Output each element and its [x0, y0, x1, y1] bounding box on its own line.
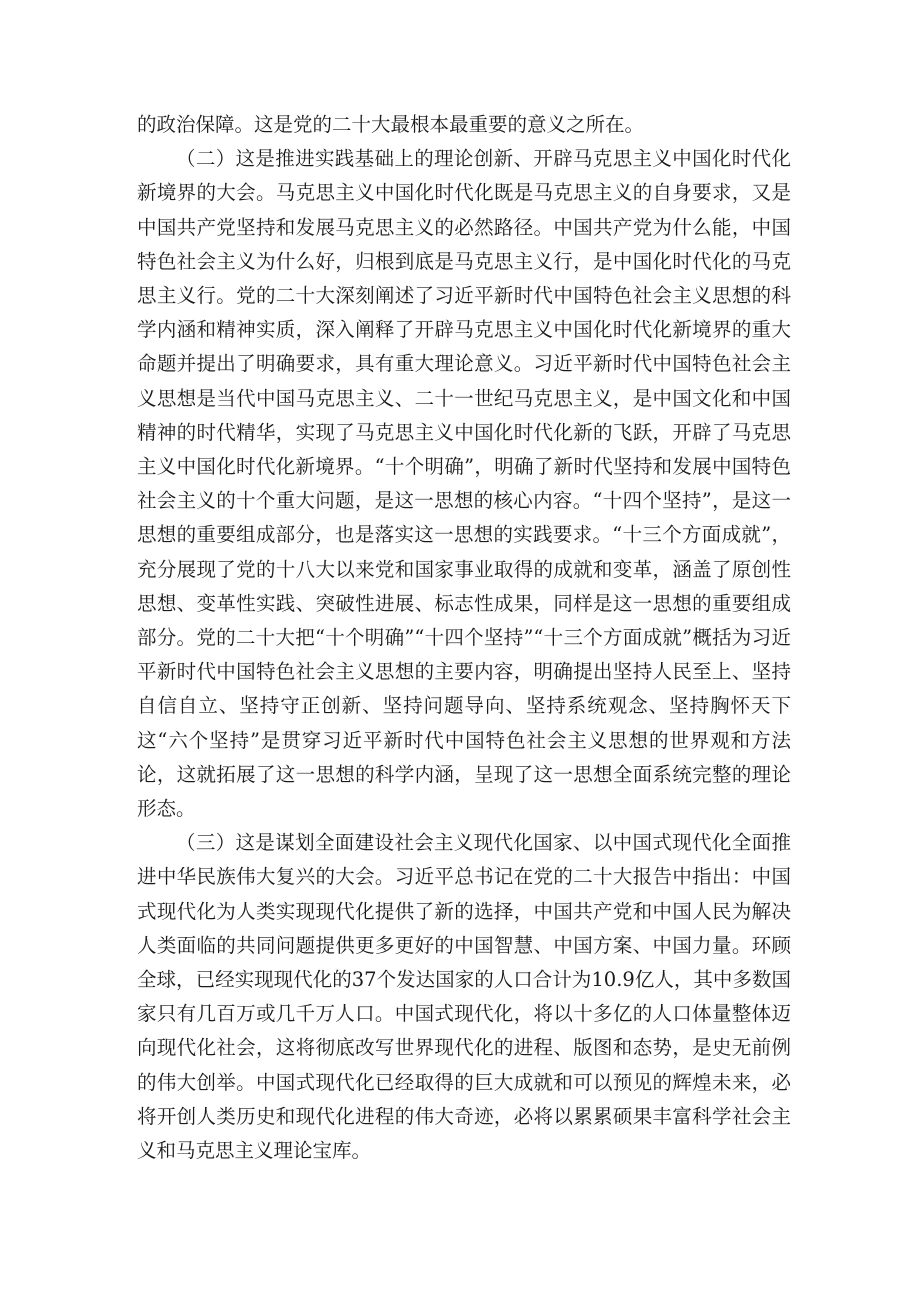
paragraph-section-three: （三）这是谋划全面建设社会主义现代化国家、以中国式现代化全面推进中华民族伟大复兴的大会。习近平总书记在党的二十大报告中指出：中国式现代化为人类实现现代化提供了新的选择，中国共产党和中国人民为解决人类面临的共同问题提供更多更好的中国智慧、中国方案、中国力量。环顾全球，已经实现现代化的37个发达国家的人口合计为10.9亿人，其中多数国家只有几百万或几千万人口。中国式现代化，将以十多亿的人口体量整体迈向现代化社会，这将彻底改写世界现代化的进程、版图和态势，是史无前例的伟大创举。中国式现代化已经取得的巨大成就和可以预见的辉煌未来，必将开创人类历史和现代化进程的伟大奇迹，必将以累累硕果丰富科学社会主义和马克思主义理论宝库。 — [137, 831, 791, 1163]
body-text — [137, 108, 791, 1168]
paragraph-continuation: 的政治保障。这是党的二十大最根本最重要的意义之所在。 — [137, 113, 645, 136]
paragraph-section-two: （二）这是推进实践基础上的理论创新、开辟马克思主义中国化时代化新境界的大会。马克思主义中国化时代化既是马克思主义的自身要求，又是中国共产党坚持和发展马克思主义的必然路径。中国共产党为什么能，中国特色社会主义为什么好，归根到底是马克思主义行，是中国化时代化的马克思主义行。党的二十大深刻阐述了习近平新时代中国特色社会主义思想的科学内涵和精神实质，深入阐释了开辟马克思主义中国化时代化新境界的重大命题并提出了明确要求，具有重大理论意义。习近平新时代中国特色社会主义思想是当代中国马克思主义、二十一世纪马克思主义，是中国文化和中国精神的时代精华，实现了马克思主义中国化时代化新的飞跃，开辟了马克思主义中国化时代化新境界。“十个明确”，明确了新时代坚持和发展中国特色社会主义的十个重大问题，是这一思想的核心内容。“十四个坚持”，是这一思想的重要组成部分，也是落实这一思想的实践要求。“十三个方面成就”，充分展现了党的十八大以来党和国家事业取得的成就和变革，涵盖了原创性思想、变革性实践、突破性进展、标志性成果，同样是这一思想的重要组成部分。党的二十大把“十个明确”“十四个坚持”“十三个方面成就”概括为习近平新时代中国特色社会主义思想的主要内容，明确提出坚持人民至上、坚持自信自立、坚持守正创新、坚持问题导向、坚持系统观念、坚持胸怀天下这“六个坚持”是贯穿习近平新时代中国特色社会主义思想的世界观和方法论，这就拓展了这一思想的科学内涵，呈现了这一思想全面系统完整的理论形态。 — [137, 147, 791, 821]
